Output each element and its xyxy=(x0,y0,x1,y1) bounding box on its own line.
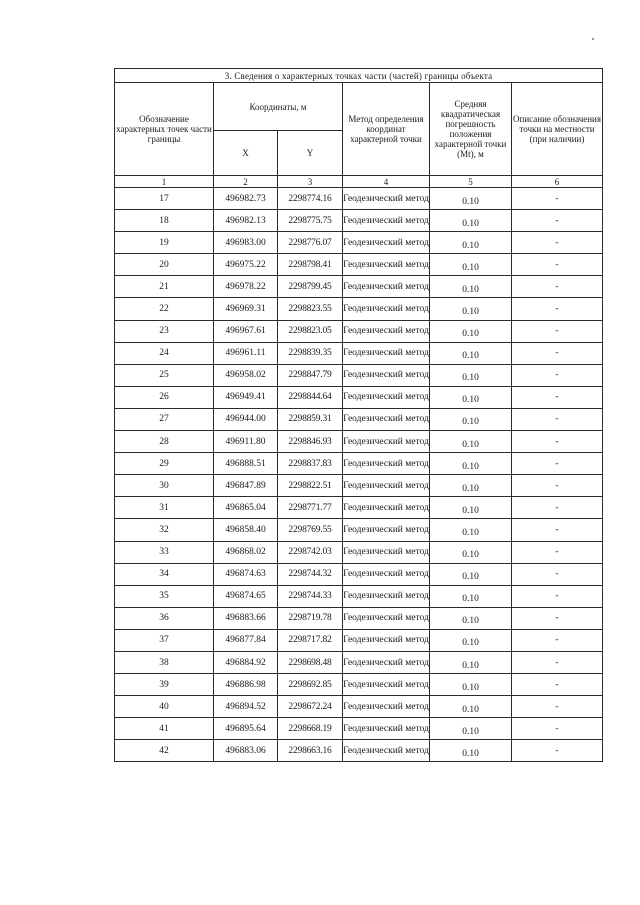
y-coordinate-cell: 2298844.64 xyxy=(278,386,343,408)
error-value: 0.10 xyxy=(462,461,479,472)
point-cell: 24 xyxy=(115,342,214,364)
x-coordinate-cell: 496975.22 xyxy=(214,254,278,276)
description-cell: - xyxy=(512,740,603,762)
error-cell xyxy=(430,497,512,519)
table-row xyxy=(115,210,603,232)
header-point-designation: Обозначение характерных точек части границы xyxy=(115,83,214,176)
error-cell xyxy=(430,320,512,342)
y-coordinate-cell: 2298744.32 xyxy=(278,563,343,585)
y-coordinate-cell: 2298823.55 xyxy=(278,298,343,320)
point-cell: 39 xyxy=(115,674,214,696)
x-coordinate-cell: 496874.65 xyxy=(214,585,278,607)
y-coordinate-cell: 2298775.75 xyxy=(278,210,343,232)
description-cell: - xyxy=(512,585,603,607)
x-coordinate-cell: 496886.98 xyxy=(214,674,278,696)
table-row xyxy=(115,188,603,210)
description-cell: - xyxy=(512,364,603,386)
method-cell: Геодезический метод xyxy=(343,298,430,320)
y-coordinate-cell: 2298798.41 xyxy=(278,254,343,276)
x-coordinate-cell: 496961.11 xyxy=(214,342,278,364)
boundary-points-table xyxy=(114,68,603,762)
error-cell xyxy=(430,651,512,673)
error-value: 0.10 xyxy=(462,218,479,229)
point-cell: 30 xyxy=(115,475,214,497)
description-cell: - xyxy=(512,475,603,497)
error-cell xyxy=(430,629,512,651)
error-value: 0.10 xyxy=(462,439,479,450)
error-value: 0.10 xyxy=(462,351,479,362)
column-number: 5 xyxy=(430,176,512,188)
table-row xyxy=(115,298,603,320)
error-cell xyxy=(430,740,512,762)
y-coordinate-cell: 2298822.51 xyxy=(278,475,343,497)
error-cell xyxy=(430,342,512,364)
y-coordinate-cell: 2298846.93 xyxy=(278,431,343,453)
method-cell: Геодезический метод xyxy=(343,431,430,453)
point-cell: 36 xyxy=(115,607,214,629)
error-cell xyxy=(430,541,512,563)
table-row xyxy=(115,453,603,475)
table-row xyxy=(115,629,603,651)
y-coordinate-cell: 2298672.24 xyxy=(278,696,343,718)
description-cell: - xyxy=(512,563,603,585)
error-value: 0.10 xyxy=(462,329,479,340)
point-cell: 26 xyxy=(115,386,214,408)
method-cell: Геодезический метод xyxy=(343,188,430,210)
error-cell xyxy=(430,696,512,718)
description-cell: - xyxy=(512,188,603,210)
x-coordinate-cell: 496888.51 xyxy=(214,453,278,475)
description-cell: - xyxy=(512,651,603,673)
error-cell xyxy=(430,188,512,210)
y-coordinate-cell: 2298839.35 xyxy=(278,342,343,364)
description-cell: - xyxy=(512,320,603,342)
method-cell: Геодезический метод xyxy=(343,320,430,342)
method-cell: Геодезический метод xyxy=(343,629,430,651)
table-row xyxy=(115,232,603,254)
x-coordinate-cell: 496911.80 xyxy=(214,431,278,453)
y-coordinate-cell: 2298663.16 xyxy=(278,740,343,762)
error-value: 0.10 xyxy=(462,726,479,737)
method-cell: Геодезический метод xyxy=(343,519,430,541)
method-cell: Геодезический метод xyxy=(343,541,430,563)
x-coordinate-cell: 496982.73 xyxy=(214,188,278,210)
error-value: 0.10 xyxy=(462,660,479,671)
error-value: 0.10 xyxy=(462,704,479,715)
section-title: 3. Сведения о характерных точках части (частей) границы объекта xyxy=(115,69,603,83)
method-cell: Геодезический метод xyxy=(343,607,430,629)
x-coordinate-cell: 496868.02 xyxy=(214,541,278,563)
method-cell: Геодезический метод xyxy=(343,740,430,762)
method-cell: Геодезический метод xyxy=(343,254,430,276)
point-cell: 37 xyxy=(115,629,214,651)
method-cell: Геодезический метод xyxy=(343,674,430,696)
error-value: 0.10 xyxy=(462,550,479,561)
error-cell xyxy=(430,475,512,497)
description-cell: - xyxy=(512,386,603,408)
point-cell: 22 xyxy=(115,298,214,320)
error-value: 0.10 xyxy=(462,262,479,273)
point-cell: 17 xyxy=(115,188,214,210)
error-cell xyxy=(430,431,512,453)
error-cell xyxy=(430,607,512,629)
header-x: X xyxy=(214,131,278,176)
y-coordinate-cell: 2298776.07 xyxy=(278,232,343,254)
y-coordinate-cell: 2298823.05 xyxy=(278,320,343,342)
x-coordinate-cell: 496883.66 xyxy=(214,607,278,629)
error-value: 0.10 xyxy=(462,307,479,318)
x-coordinate-cell: 496874.63 xyxy=(214,563,278,585)
point-cell: 31 xyxy=(115,497,214,519)
point-cell: 38 xyxy=(115,651,214,673)
y-coordinate-cell: 2298837.83 xyxy=(278,453,343,475)
description-cell: - xyxy=(512,607,603,629)
error-cell xyxy=(430,408,512,430)
error-value: 0.10 xyxy=(462,638,479,649)
y-coordinate-cell: 2298774.16 xyxy=(278,188,343,210)
method-cell: Геодезический метод xyxy=(343,276,430,298)
point-cell: 28 xyxy=(115,431,214,453)
x-coordinate-cell: 496847.89 xyxy=(214,475,278,497)
error-cell xyxy=(430,674,512,696)
error-cell xyxy=(430,519,512,541)
description-cell: - xyxy=(512,629,603,651)
error-value: 0.10 xyxy=(462,417,479,428)
x-coordinate-cell: 496967.61 xyxy=(214,320,278,342)
description-cell: - xyxy=(512,232,603,254)
y-coordinate-cell: 2298717.82 xyxy=(278,629,343,651)
table-row xyxy=(115,519,603,541)
point-cell: 21 xyxy=(115,276,214,298)
table-row xyxy=(115,541,603,563)
method-cell: Геодезический метод xyxy=(343,585,430,607)
point-cell: 32 xyxy=(115,519,214,541)
error-cell xyxy=(430,210,512,232)
description-cell: - xyxy=(512,298,603,320)
y-coordinate-cell: 2298742.03 xyxy=(278,541,343,563)
table-row xyxy=(115,254,603,276)
method-cell: Геодезический метод xyxy=(343,386,430,408)
y-coordinate-cell: 2298859.31 xyxy=(278,408,343,430)
y-coordinate-cell: 2298668.19 xyxy=(278,718,343,740)
description-cell: - xyxy=(512,541,603,563)
header-error: Средняя квадратическая погрешность положения характерной точки (Mt), м xyxy=(430,83,512,176)
table-row xyxy=(115,320,603,342)
table-row xyxy=(115,674,603,696)
description-cell: - xyxy=(512,718,603,740)
x-coordinate-cell: 496894.52 xyxy=(214,696,278,718)
y-coordinate-cell: 2298799.45 xyxy=(278,276,343,298)
table-row xyxy=(115,342,603,364)
x-coordinate-cell: 496884.92 xyxy=(214,651,278,673)
point-cell: 41 xyxy=(115,718,214,740)
error-value: 0.10 xyxy=(462,196,479,207)
description-cell: - xyxy=(512,210,603,232)
y-coordinate-cell: 2298719.78 xyxy=(278,607,343,629)
column-number: 2 xyxy=(214,176,278,188)
method-cell: Геодезический метод xyxy=(343,475,430,497)
x-coordinate-cell: 496969.31 xyxy=(214,298,278,320)
point-cell: 34 xyxy=(115,563,214,585)
error-cell xyxy=(430,298,512,320)
description-cell: - xyxy=(512,408,603,430)
table-row xyxy=(115,475,603,497)
table-row xyxy=(115,386,603,408)
method-cell: Геодезический метод xyxy=(343,342,430,364)
error-value: 0.10 xyxy=(462,682,479,693)
method-cell: Геодезический метод xyxy=(343,718,430,740)
description-cell: - xyxy=(512,254,603,276)
point-cell: 18 xyxy=(115,210,214,232)
column-number: 1 xyxy=(115,176,214,188)
table-row xyxy=(115,740,603,762)
method-cell: Геодезический метод xyxy=(343,232,430,254)
point-cell: 25 xyxy=(115,364,214,386)
error-value: 0.10 xyxy=(462,572,479,583)
error-value: 0.10 xyxy=(462,373,479,384)
column-number: 3 xyxy=(278,176,343,188)
y-coordinate-cell: 2298744.33 xyxy=(278,585,343,607)
y-coordinate-cell: 2298771.77 xyxy=(278,497,343,519)
x-coordinate-cell: 496978.22 xyxy=(214,276,278,298)
point-cell: 40 xyxy=(115,696,214,718)
error-value: 0.10 xyxy=(462,505,479,516)
column-number: 6 xyxy=(512,176,603,188)
error-value: 0.10 xyxy=(462,616,479,627)
description-cell: - xyxy=(512,342,603,364)
point-cell: 33 xyxy=(115,541,214,563)
error-cell xyxy=(430,364,512,386)
description-cell: - xyxy=(512,453,603,475)
point-cell: 27 xyxy=(115,408,214,430)
table-row xyxy=(115,408,603,430)
table-row xyxy=(115,718,603,740)
y-coordinate-cell: 2298769.55 xyxy=(278,519,343,541)
method-cell: Геодезический метод xyxy=(343,453,430,475)
point-cell: 20 xyxy=(115,254,214,276)
error-cell xyxy=(430,718,512,740)
error-value: 0.10 xyxy=(462,240,479,251)
table-row xyxy=(115,364,603,386)
error-cell xyxy=(430,232,512,254)
header-method: Метод определения координат характерной точки xyxy=(343,83,430,176)
error-value: 0.10 xyxy=(462,594,479,605)
method-cell: Геодезический метод xyxy=(343,408,430,430)
error-value: 0.10 xyxy=(462,395,479,406)
description-cell: - xyxy=(512,276,603,298)
point-cell: 23 xyxy=(115,320,214,342)
x-coordinate-cell: 496865.04 xyxy=(214,497,278,519)
table-row xyxy=(115,651,603,673)
point-cell: 35 xyxy=(115,585,214,607)
description-cell: - xyxy=(512,519,603,541)
y-coordinate-cell: 2298847.79 xyxy=(278,364,343,386)
y-coordinate-cell: 2298698.48 xyxy=(278,651,343,673)
x-coordinate-cell: 496858.40 xyxy=(214,519,278,541)
description-cell: - xyxy=(512,431,603,453)
error-cell xyxy=(430,386,512,408)
table-row xyxy=(115,607,603,629)
x-coordinate-cell: 496949.41 xyxy=(214,386,278,408)
x-coordinate-cell: 496895.64 xyxy=(214,718,278,740)
method-cell: Геодезический метод xyxy=(343,563,430,585)
table-row xyxy=(115,276,603,298)
table-row xyxy=(115,497,603,519)
error-value: 0.10 xyxy=(462,483,479,494)
table-row xyxy=(115,696,603,718)
error-cell xyxy=(430,563,512,585)
header-coordinates: Координаты, м xyxy=(214,83,343,131)
scan-speck xyxy=(592,38,594,40)
x-coordinate-cell: 496944.00 xyxy=(214,408,278,430)
method-cell: Геодезический метод xyxy=(343,497,430,519)
method-cell: Геодезический метод xyxy=(343,210,430,232)
description-cell: - xyxy=(512,674,603,696)
table-row xyxy=(115,563,603,585)
error-value: 0.10 xyxy=(462,748,479,759)
y-coordinate-cell: 2298692.85 xyxy=(278,674,343,696)
method-cell: Геодезический метод xyxy=(343,651,430,673)
method-cell: Геодезический метод xyxy=(343,364,430,386)
description-cell: - xyxy=(512,497,603,519)
x-coordinate-cell: 496982.13 xyxy=(214,210,278,232)
point-cell: 42 xyxy=(115,740,214,762)
table-row xyxy=(115,585,603,607)
x-coordinate-cell: 496983.00 xyxy=(214,232,278,254)
error-cell xyxy=(430,254,512,276)
x-coordinate-cell: 496883.06 xyxy=(214,740,278,762)
header-description: Описание обозначения точки на местности (при наличии) xyxy=(512,83,603,176)
error-cell xyxy=(430,453,512,475)
header-y: Y xyxy=(278,131,343,176)
table-row xyxy=(115,431,603,453)
description-cell: - xyxy=(512,696,603,718)
point-cell: 29 xyxy=(115,453,214,475)
error-cell xyxy=(430,585,512,607)
column-number: 4 xyxy=(343,176,430,188)
error-value: 0.10 xyxy=(462,527,479,538)
method-cell: Геодезический метод xyxy=(343,696,430,718)
point-cell: 19 xyxy=(115,232,214,254)
x-coordinate-cell: 496958.02 xyxy=(214,364,278,386)
error-cell xyxy=(430,276,512,298)
error-value: 0.10 xyxy=(462,284,479,295)
x-coordinate-cell: 496877.84 xyxy=(214,629,278,651)
